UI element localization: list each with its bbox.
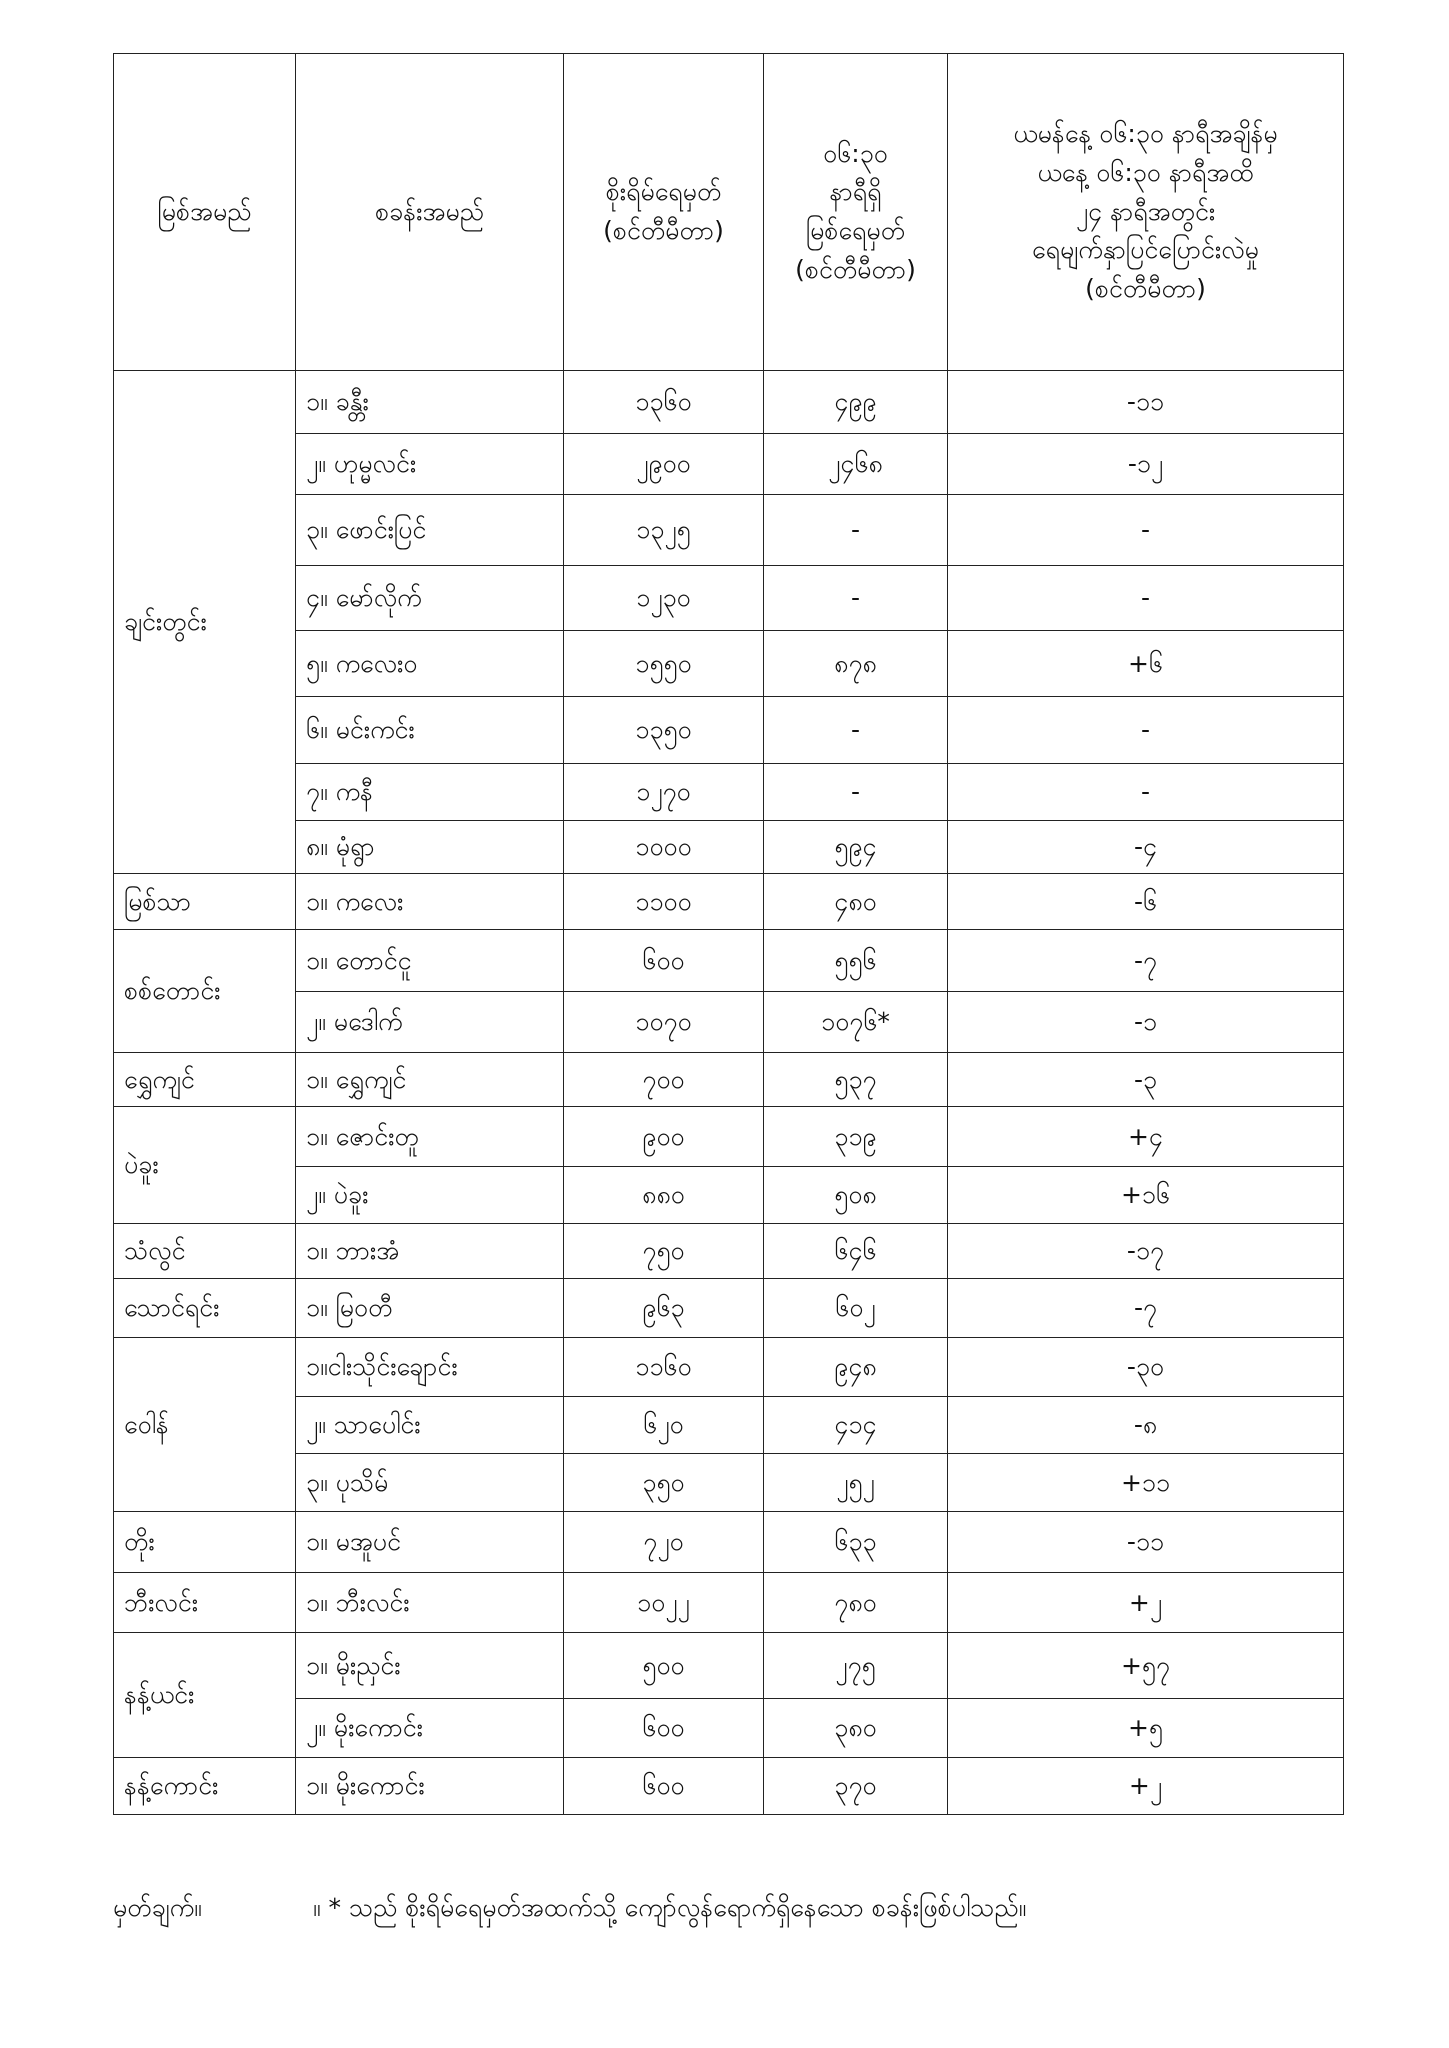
danger-level-cell: ၂၉၀၀ (564, 434, 764, 495)
station-name-cell: ၂။ ဟုမ္မလင်း (296, 434, 564, 495)
table-row (114, 1167, 1344, 1224)
table-row (114, 1397, 1344, 1454)
table-row (114, 434, 1344, 495)
river-name-cell: ရွှေကျင် (114, 1053, 296, 1107)
table-row (114, 1758, 1344, 1815)
station-name-cell: ၃။ ဖောင်းပြင် (296, 495, 564, 566)
level-change-cell: -၆ (948, 874, 1344, 930)
level-change-cell: +၁၆ (948, 1167, 1344, 1224)
danger-level-cell: ၇၀၀ (564, 1053, 764, 1107)
current-level-cell: ၅၀၈ (764, 1167, 948, 1224)
current-level-cell: - (764, 495, 948, 566)
river-name-cell: တိုး (114, 1512, 296, 1573)
river-name-cell: နန့်ယင်း (114, 1633, 296, 1758)
station-name-cell: ၂။ ပဲခူး (296, 1167, 564, 1224)
header-river-name: မြစ်အမည် (114, 54, 296, 371)
level-change-cell: +၅၇ (948, 1633, 1344, 1699)
station-name-cell: ၁။ မိုးကောင်း (296, 1758, 564, 1815)
table-row (114, 1699, 1344, 1758)
danger-level-cell: ၃၅၀ (564, 1454, 764, 1512)
level-change-cell: +၁၁ (948, 1454, 1344, 1512)
current-level-cell: ၅၅၆ (764, 930, 948, 992)
danger-level-cell: ၁၀၇၀ (564, 992, 764, 1053)
table-row (114, 631, 1344, 697)
river-name-cell: ချင်းတွင်း (114, 371, 296, 874)
station-name-cell: ၄။ မော်လိုက် (296, 566, 564, 631)
table-row (114, 821, 1344, 874)
danger-level-cell: ၁၁၆၀ (564, 1338, 764, 1397)
danger-level-cell: ၁၀၂၂ (564, 1573, 764, 1633)
current-level-cell: - (764, 566, 948, 631)
current-level-cell: ၃၁၉ (764, 1107, 948, 1167)
danger-level-cell: ၁၂၇၀ (564, 764, 764, 821)
header-24h-change: ယမန်နေ့ ၀၆:၃၀ နာရီအချိန်မှ ယနေ့ ၀၆:၃၀ နာရီအထိ ၂၄ နာရီအတွင်း ရေမျက်နှာပြင်ပြောင်းလဲမှု (စင်တီမီတာ) (948, 54, 1344, 371)
danger-level-cell: ၁၁၀၀ (564, 874, 764, 930)
table-row (114, 1338, 1344, 1397)
current-level-cell: ၁၀၇၆* (764, 992, 948, 1053)
level-change-cell: +၄ (948, 1107, 1344, 1167)
danger-level-cell: ၆၀၀ (564, 1758, 764, 1815)
current-level-cell: ၄၉၉ (764, 371, 948, 434)
station-name-cell: ၁။ တောင်ငူ (296, 930, 564, 992)
river-name-cell: မြစ်သာ (114, 874, 296, 930)
danger-level-cell: ၇၂၀ (564, 1512, 764, 1573)
current-level-cell: ၈၇၈ (764, 631, 948, 697)
header-station-name: စခန်းအမည် (296, 54, 564, 371)
station-name-cell: ၈။ မုံရွာ (296, 821, 564, 874)
current-level-cell: ၇၈၀ (764, 1573, 948, 1633)
table-row (114, 1454, 1344, 1512)
footnote-text: ။ * သည် စိုးရိမ်ရေမှတ်အထက်သို့ ကျော်လွန်ရောက်ရှိနေသော စခန်းဖြစ်ပါသည်။ (313, 1893, 1027, 1922)
current-level-cell: ၃၈၀ (764, 1699, 948, 1758)
table-row (114, 1633, 1344, 1699)
table-body (114, 371, 1344, 1815)
table-row (114, 930, 1344, 992)
river-name-cell: ပဲခူး (114, 1107, 296, 1224)
level-change-cell: -၃ (948, 1053, 1344, 1107)
station-name-cell: ၁။ ဇောင်းတူ (296, 1107, 564, 1167)
current-level-cell: ၂၅၂ (764, 1454, 948, 1512)
level-change-cell: -၇ (948, 1279, 1344, 1338)
table-row (114, 992, 1344, 1053)
level-change-cell: - (948, 764, 1344, 821)
current-level-cell: - (764, 697, 948, 764)
current-level-cell: ၂၄၆၈ (764, 434, 948, 495)
river-name-cell: စစ်တောင်း (114, 930, 296, 1053)
danger-level-cell: ၇၅၀ (564, 1224, 764, 1279)
footnote (113, 1892, 1343, 1929)
header-danger-level: စိုးရိမ်ရေမှတ် (စင်တီမီတာ) (564, 54, 764, 371)
station-name-cell: ၇။ ကနီ (296, 764, 564, 821)
level-change-cell: -၁၇ (948, 1224, 1344, 1279)
table-row (114, 1512, 1344, 1573)
river-name-cell: ဝေါန် (114, 1338, 296, 1512)
level-change-cell: -၄ (948, 821, 1344, 874)
level-change-cell: - (948, 697, 1344, 764)
current-level-cell: ၃၇၀ (764, 1758, 948, 1815)
station-name-cell: ၁။ ဘီးလင်း (296, 1573, 564, 1633)
level-change-cell: -၁ (948, 992, 1344, 1053)
current-level-cell: ၆၄၆ (764, 1224, 948, 1279)
footnote-label: မှတ်ချက်။ (113, 1893, 202, 1922)
station-name-cell: ၁။ငါးသိုင်းချောင်း (296, 1338, 564, 1397)
level-change-cell: -၇ (948, 930, 1344, 992)
level-change-cell: -၃၀ (948, 1338, 1344, 1397)
table-row (114, 764, 1344, 821)
level-change-cell: +၂ (948, 1758, 1344, 1815)
level-change-cell: -၁၂ (948, 434, 1344, 495)
table-row (114, 1224, 1344, 1279)
table-row (114, 1053, 1344, 1107)
danger-level-cell: ၁၅၅၀ (564, 631, 764, 697)
station-name-cell: ၁။ မိုးညှင်း (296, 1633, 564, 1699)
table-header-row (114, 54, 1344, 371)
danger-level-cell: ၆၀၀ (564, 1699, 764, 1758)
header-current-level: ၀၆:၃၀ နာရီရှိ မြစ်ရေမှတ် (စင်တီမီတာ) (764, 54, 948, 371)
danger-level-cell: ၆၂၀ (564, 1397, 764, 1454)
station-name-cell: ၁။ ခန္တီး (296, 371, 564, 434)
river-name-cell: သောင်ရင်း (114, 1279, 296, 1338)
table-row (114, 371, 1344, 434)
current-level-cell: ၆၃၃ (764, 1512, 948, 1573)
danger-level-cell: ၁၂၃၀ (564, 566, 764, 631)
current-level-cell: ၅၉၄ (764, 821, 948, 874)
danger-level-cell: ၉၀၀ (564, 1107, 764, 1167)
river-level-table (113, 53, 1344, 1815)
danger-level-cell: ၁၃၂၅ (564, 495, 764, 566)
table-row (114, 1573, 1344, 1633)
level-change-cell: - (948, 566, 1344, 631)
station-name-cell: ၃။ ပုသိမ် (296, 1454, 564, 1512)
table-row (114, 874, 1344, 930)
level-change-cell: - (948, 495, 1344, 566)
danger-level-cell: ၈၈၀ (564, 1167, 764, 1224)
river-name-cell: သံလွင် (114, 1224, 296, 1279)
danger-level-cell: ၁၃၅၀ (564, 697, 764, 764)
current-level-cell: ၂၇၅ (764, 1633, 948, 1699)
danger-level-cell: ၁၃၆၀ (564, 371, 764, 434)
danger-level-cell: ၁၀၀၀ (564, 821, 764, 874)
station-name-cell: ၁။ မအူပင် (296, 1512, 564, 1573)
current-level-cell: ၄၁၄ (764, 1397, 948, 1454)
current-level-cell: ၄၈၀ (764, 874, 948, 930)
station-name-cell: ၁။ ရွှေကျင် (296, 1053, 564, 1107)
level-change-cell: +၆ (948, 631, 1344, 697)
current-level-cell: ၆၀၂ (764, 1279, 948, 1338)
current-level-cell: ၅၃၇ (764, 1053, 948, 1107)
table-row (114, 1107, 1344, 1167)
station-name-cell: ၁။ ဘားအံ (296, 1224, 564, 1279)
level-change-cell: -၈ (948, 1397, 1344, 1454)
current-level-cell: - (764, 764, 948, 821)
station-name-cell: ၁။ ကလေး (296, 874, 564, 930)
station-name-cell: ၂။ သာပေါင်း (296, 1397, 564, 1454)
table-row (114, 566, 1344, 631)
river-name-cell: ဘီးလင်း (114, 1573, 296, 1633)
station-name-cell: ၆။ မင်းကင်း (296, 697, 564, 764)
current-level-cell: ၉၄၈ (764, 1338, 948, 1397)
level-change-cell: -၁၁ (948, 371, 1344, 434)
danger-level-cell: ၅၀၀ (564, 1633, 764, 1699)
table-row (114, 1279, 1344, 1338)
table-row (114, 697, 1344, 764)
station-name-cell: ၂။ မဒေါက် (296, 992, 564, 1053)
station-name-cell: ၅။ ကလေးဝ (296, 631, 564, 697)
table-row (114, 495, 1344, 566)
danger-level-cell: ၆၀၀ (564, 930, 764, 992)
station-name-cell: ၁။ မြဝတီ (296, 1279, 564, 1338)
river-name-cell: နန့်ကောင်း (114, 1758, 296, 1815)
level-change-cell: +၅ (948, 1699, 1344, 1758)
level-change-cell: +၂ (948, 1573, 1344, 1633)
level-change-cell: -၁၁ (948, 1512, 1344, 1573)
danger-level-cell: ၉၆၃ (564, 1279, 764, 1338)
station-name-cell: ၂။ မိုးကောင်း (296, 1699, 564, 1758)
